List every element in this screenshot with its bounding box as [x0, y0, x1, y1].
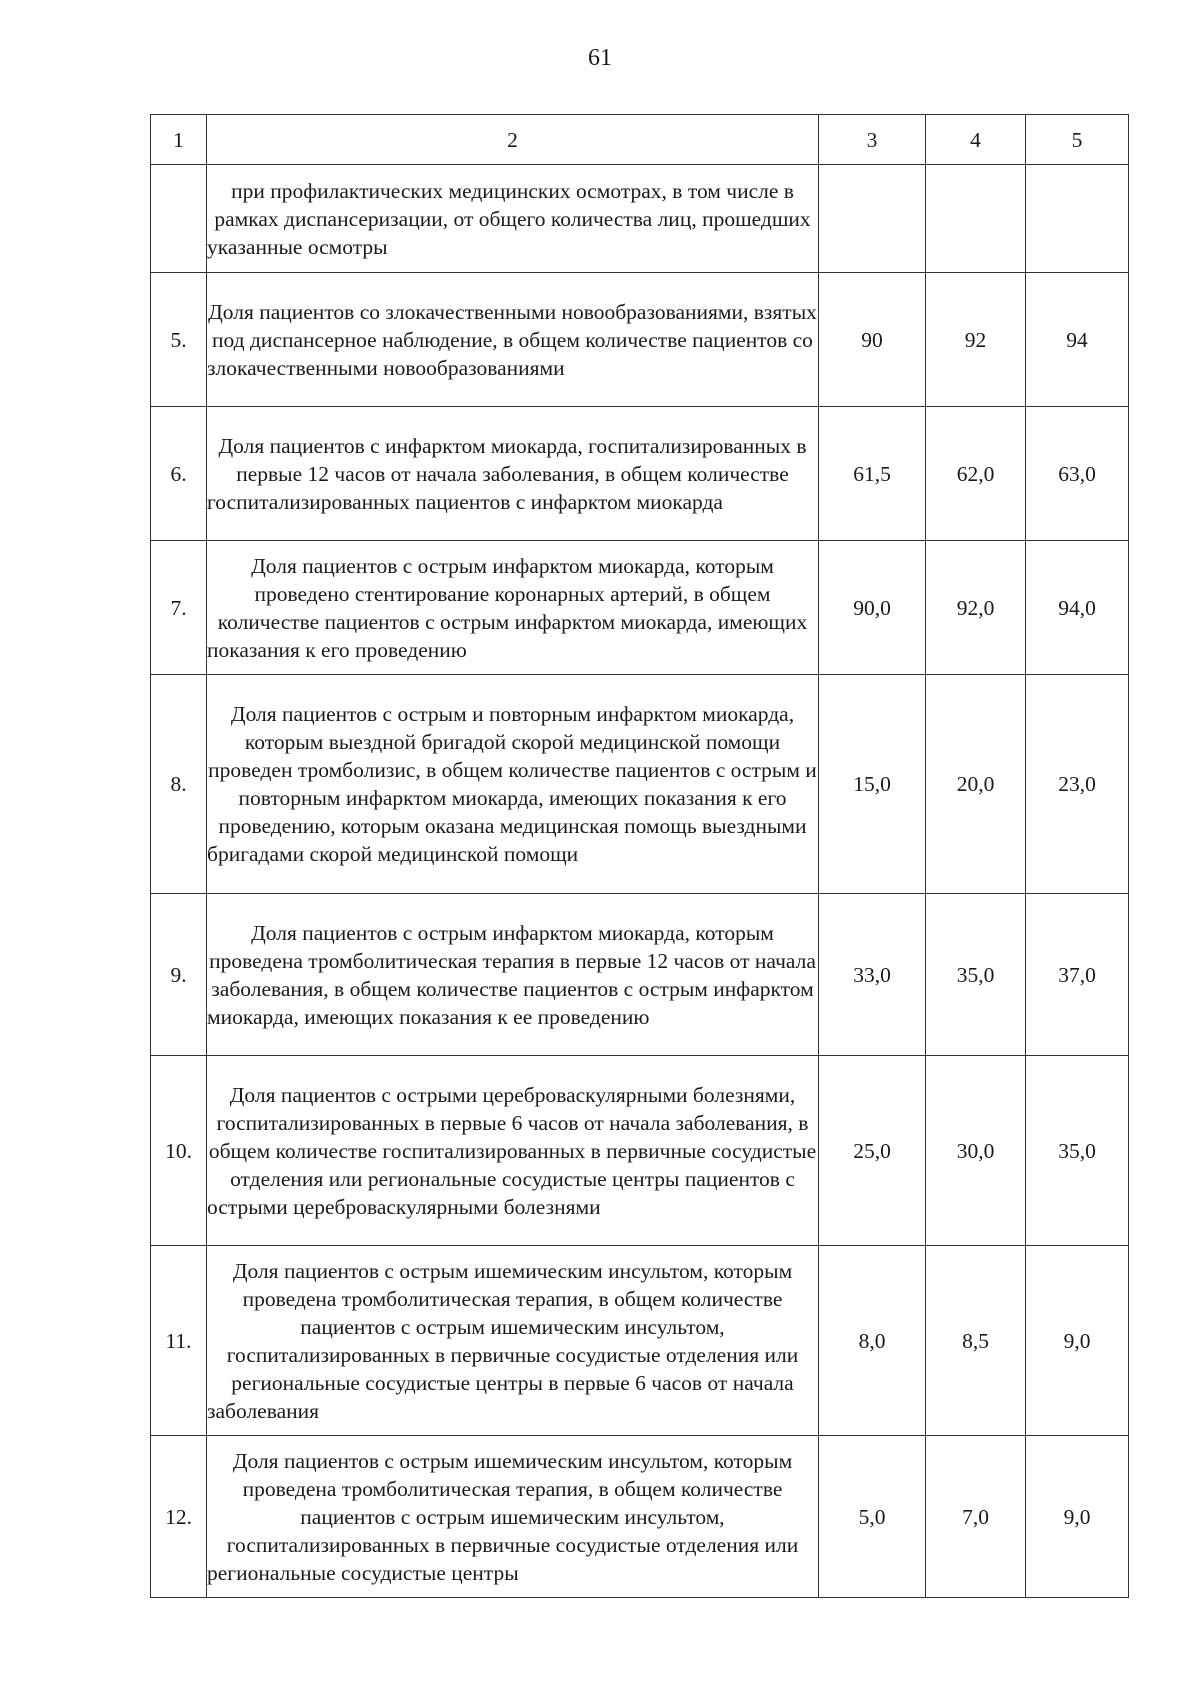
value-col-5: 63,0 — [1026, 407, 1129, 541]
table-row — [151, 675, 1129, 894]
page-number: 61 — [588, 45, 612, 71]
indicator-text: Доля пациентов с острым инфарктом миокарда, которым проведена тромболитическая терапия в первые 12 часов от начала заболевания, в общем количестве пациентов с острым инфарктом миокарда, имеющих показания к ее проведению — [207, 894, 819, 1056]
indicator-text: Доля пациентов со злокачественными новообразованиями, взятых под диспансерное наблюдение, в общем количестве пациентов со злокачественными новообразованиями — [207, 273, 819, 407]
value-col-3: 33,0 — [819, 894, 926, 1056]
table-row — [151, 1246, 1129, 1436]
value-col-3 — [819, 165, 926, 273]
header-col-2: 2 — [207, 115, 819, 165]
table-row — [151, 165, 1129, 273]
indicator-text: Доля пациентов с инфарктом миокарда, госпитализированных в первые 12 часов от начала заболевания, в общем количестве госпитализированных пациентов с инфарктом миокарда — [207, 407, 819, 541]
row-number: 6. — [151, 407, 207, 541]
header-row — [151, 115, 1129, 165]
value-col-3: 25,0 — [819, 1056, 926, 1246]
value-col-3: 15,0 — [819, 675, 926, 894]
row-number: 12. — [151, 1436, 207, 1598]
header-col-4: 4 — [926, 115, 1026, 165]
value-col-4: 35,0 — [926, 894, 1026, 1056]
value-col-5: 94 — [1026, 273, 1129, 407]
value-col-4: 30,0 — [926, 1056, 1026, 1246]
row-number: 5. — [151, 273, 207, 407]
header-col-3: 3 — [819, 115, 926, 165]
indicator-text: Доля пациентов с острым и повторным инфарктом миокарда, которым выездной бригадой скорой медицинской помощи проведен тромболизис, в общем количестве пациентов с острым и повторным инфарктом миокарда, имеющих показания к его проведению, которым оказана медицинская помощь выездными бригадами скорой медицинской помощи — [207, 675, 819, 894]
indicator-text: Доля пациентов с острым инфарктом миокарда, которым проведено стентирование коронарных артерий, в общем количестве пациентов с острым инфарктом миокарда, имеющих показания к его проведению — [207, 541, 819, 675]
row-number: 11. — [151, 1246, 207, 1436]
value-col-3: 5,0 — [819, 1436, 926, 1598]
value-col-5: 9,0 — [1026, 1246, 1129, 1436]
value-col-5: 9,0 — [1026, 1436, 1129, 1598]
indicator-text: Доля пациентов с острыми цереброваскулярными болезнями, госпитализированных в первые 6 часов от начала заболевания, в общем количестве госпитализированных в первичные сосудистые отделения или региональные сосудистые центры пациентов с острыми цереброваскулярными болезнями — [207, 1056, 819, 1246]
value-col-5: 23,0 — [1026, 675, 1129, 894]
value-col-5: 35,0 — [1026, 1056, 1129, 1246]
indicators-table — [150, 114, 1129, 1598]
value-col-5: 37,0 — [1026, 894, 1129, 1056]
value-col-3: 90 — [819, 273, 926, 407]
indicator-text: Доля пациентов с острым ишемическим инсультом, которым проведена тромболитическая терапия, в общем количестве пациентов с острым ишемическим инсультом, госпитализированных в первичные сосудистые отделения или региональные сосудистые центры в первые 6 часов от начала заболевания — [207, 1246, 819, 1436]
table-row — [151, 894, 1129, 1056]
indicator-text: при профилактических медицинских осмотрах, в том числе в рамках диспансеризации, от общего количества лиц, прошедших указанные осмотры — [207, 165, 819, 273]
table-row — [151, 407, 1129, 541]
value-col-5: 94,0 — [1026, 541, 1129, 675]
table-row — [151, 1056, 1129, 1246]
value-col-4 — [926, 165, 1026, 273]
value-col-5 — [1026, 165, 1129, 273]
value-col-4: 8,5 — [926, 1246, 1026, 1436]
row-number: 10. — [151, 1056, 207, 1246]
table-row — [151, 273, 1129, 407]
value-col-4: 92 — [926, 273, 1026, 407]
row-number: 8. — [151, 675, 207, 894]
row-number: 9. — [151, 894, 207, 1056]
value-col-4: 20,0 — [926, 675, 1026, 894]
header-col-5: 5 — [1026, 115, 1129, 165]
value-col-3: 8,0 — [819, 1246, 926, 1436]
header-col-1: 1 — [151, 115, 207, 165]
table-row — [151, 1436, 1129, 1598]
value-col-4: 92,0 — [926, 541, 1026, 675]
value-col-3: 90,0 — [819, 541, 926, 675]
row-number: 7. — [151, 541, 207, 675]
value-col-4: 62,0 — [926, 407, 1026, 541]
value-col-3: 61,5 — [819, 407, 926, 541]
indicator-text: Доля пациентов с острым ишемическим инсультом, которым проведена тромболитическая терапия, в общем количестве пациентов с острым ишемическим инсультом, госпитализированных в первичные сосудистые отделения или региональные сосудистые центры — [207, 1436, 819, 1598]
row-number — [151, 165, 207, 273]
value-col-4: 7,0 — [926, 1436, 1026, 1598]
table-row — [151, 541, 1129, 675]
